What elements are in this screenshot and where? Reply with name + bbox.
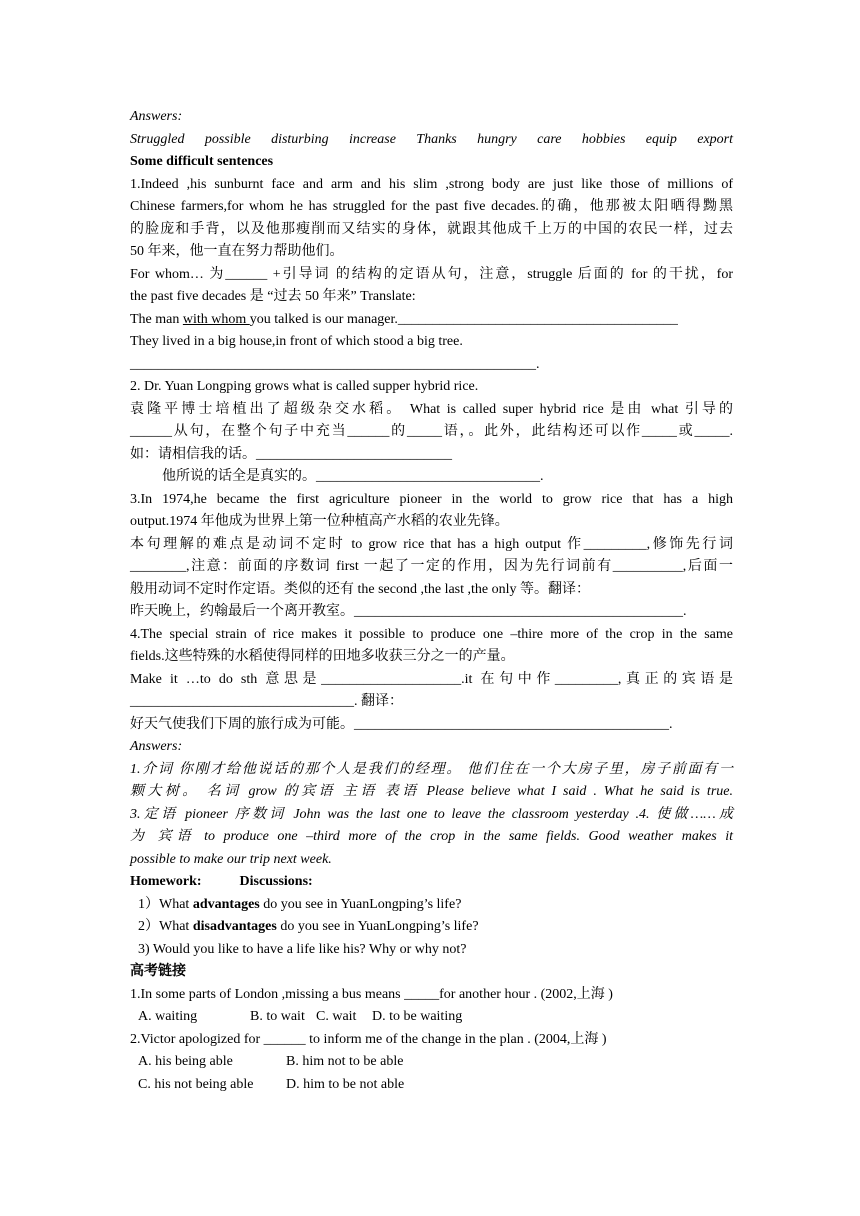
sentence2-line: 2. Dr. Yuan Longping grows what is called supper hybrid rice. <box>130 379 479 394</box>
option: C. wait <box>316 1009 357 1024</box>
sentence2-line: 袁隆平博士培植出了超级杂交水稻。 What is called super hybrid rice 是由 what 引导的 <box>130 401 733 417</box>
answers-heading: Answers: <box>130 739 183 754</box>
answers-line: 1.介词 你刚才给他说话的那个人是我们的经理。 他们住在一个大房子里，房子前面有一 <box>130 761 733 777</box>
sentence3-line: 本句理解的难点是动词不定时 to grow rice that has a high output 作_________,修饰先行词 <box>130 536 733 552</box>
answer-words-row <box>130 129 733 152</box>
translate-exercise-1: The man with whom you talked is our manager.________________________________________ <box>130 311 678 327</box>
sentence1-note: the past five decades 是 “过去 50 年来” Translate: <box>130 289 416 304</box>
sentence2-line: ______从句，在整个句子中充当______的_____语，。此外，此结构还可以作_____或_____. <box>130 424 733 439</box>
gaokao-question: 1.In some parts of London ,missing a bus means _____for another hour . (2002,上海 ) <box>130 986 613 1002</box>
gaokao-options <box>130 1006 733 1029</box>
option: C. his not being able <box>138 1076 254 1092</box>
translate-exercise-2: They lived in a big house,in front of which stood a big tree. <box>130 334 463 349</box>
answer-word: care <box>537 131 562 147</box>
sentence4-line: 好天气使我们下周的旅行成为可能。_____________________________________________. <box>130 716 673 732</box>
sentence2-example: 他所说的话全是真实的。________________________________. <box>162 469 544 484</box>
discussion-question: 1）What advantages do you see in YuanLongping’s life? <box>138 896 462 912</box>
answer-word: disturbing <box>271 131 329 147</box>
option: A. his being able <box>138 1054 233 1069</box>
gaokao-options <box>130 1074 733 1097</box>
sentence1-line: 1.Indeed ,his sunburnt face and arm and his slim ,strong body are just like those of millions of <box>130 176 733 192</box>
sentence1-line: 50 年来，他一直在努力帮助他们。 <box>130 244 344 259</box>
section-heading-difficult-sentences: Some difficult sentences <box>130 154 274 169</box>
answers-line: 颗大树。 名词 grow 的宾语 主语 表语 Please believe what I said . What he said is true. <box>130 784 733 799</box>
sentence3-line: 3.In 1974,he became the first agriculture pioneer in the world to grow rice that has a high <box>130 491 733 507</box>
underlined-phrase: with whom <box>182 311 250 327</box>
discussion-question: 2）What disadvantages do you see in YuanLongping’s life? <box>138 919 479 934</box>
answer-word: possible <box>204 131 251 147</box>
option: A. waiting <box>138 1009 198 1024</box>
answer-word: increase <box>349 131 396 147</box>
sentence3-line: 般用动词不定时作定语。类似的还有 the second ,the last ,the only 等。翻译： <box>130 581 591 597</box>
answers-line: 3.定语 pioneer 序数词 John was the last one to leave the classroom yesterday .4. 使做……成 <box>130 806 733 822</box>
sentence1-line: 的脸庞和手背，以及他那瘦削而又结实的身体，就跟其他成千上万的中国的农民一样，过去 <box>130 221 733 237</box>
sentence3-line: ________,注意：前面的序数词 first 一起了一定的作用，因为先行词前有__________,后面一 <box>130 559 733 574</box>
answers-line: 为 宾语 to produce one –third more of the crop in the same fields. Good weather makes it <box>130 829 733 844</box>
option: D. him to be not able <box>286 1076 405 1092</box>
option: B. him not to be able <box>286 1054 404 1069</box>
answer-word: hobbies <box>581 131 626 147</box>
sentence1-note: For whom… 为______ +引导词 的结构的定语从句，注意，struggle 后面的 for 的干扰，for <box>130 266 733 282</box>
option: B. to wait <box>250 1009 305 1024</box>
sentence3-line: output.1974 年他成为世界上第一位种植高产水稻的农业先锋。 <box>130 514 509 529</box>
sentence3-line: 昨天晚上，约翰最后一个离开教室。_______________________________________________. <box>130 604 687 619</box>
homework-heading: Homework: Discussions: <box>130 874 313 889</box>
discussion-question: 3) Would you like to have a life like his? Why or why not? <box>138 941 467 957</box>
gaokao-heading: 高考链接 <box>130 964 186 979</box>
answer-word: Struggled <box>130 131 185 147</box>
sentence4-line: 4.The special strain of rice makes it possible to produce one –thire more of the crop in the same <box>130 626 733 642</box>
answer-word: equip <box>645 131 677 147</box>
gaokao-question: 2.Victor apologized for ______ to inform me of the change in the plan . (2004,上海 ) <box>130 1031 607 1047</box>
answer-word: export <box>697 131 733 147</box>
answer-blank-line: __________________________________________________________. <box>130 356 540 372</box>
sentence4-line: ________________________________. 翻译： <box>130 694 403 709</box>
sentence1-line: Chinese farmers,for whom he has struggled for the past five decades.的确，他那被太阳晒得黝黑 <box>130 199 733 214</box>
answers-heading: Answers: <box>130 109 183 124</box>
option: D. to be waiting <box>372 1009 463 1024</box>
sentence4-line: fields.这些特殊的水稻使得同样的田地多收获三分之一的产量。 <box>130 649 515 664</box>
sentence2-example: 如：请相信我的话。____________________________ <box>130 446 452 462</box>
sentence4-line: Make it …to do sth 意思是____________________.it 在句中作_________,真正的宾语是 <box>130 671 733 687</box>
answer-word: Thanks <box>416 131 457 147</box>
answers-line: possible to make our trip next week. <box>130 851 332 867</box>
document-page <box>130 106 733 1096</box>
gaokao-options <box>130 1051 733 1074</box>
answer-word: hungry <box>477 131 517 147</box>
